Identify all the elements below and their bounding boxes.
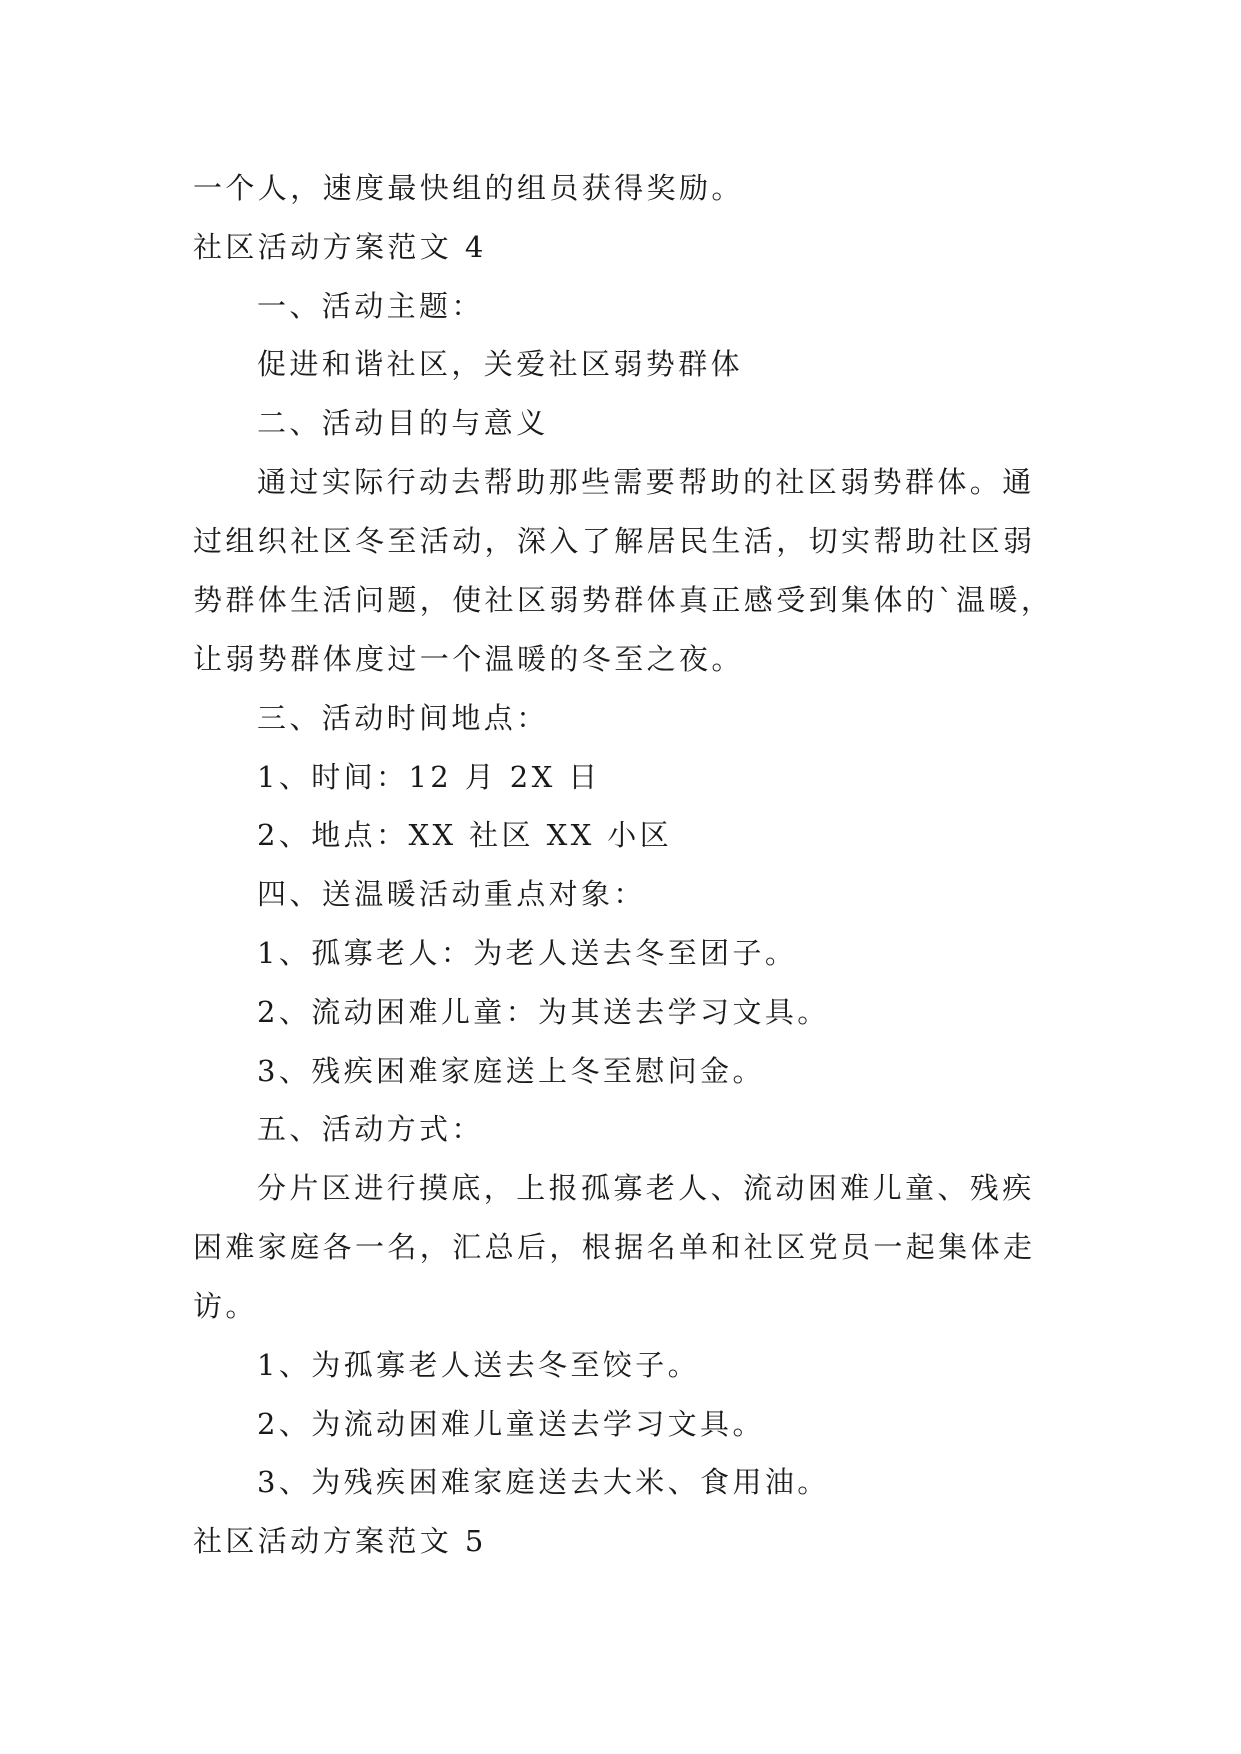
paragraph-line: 通过实际行动去帮助那些需要帮助的社区弱势群体。通: [257, 465, 1035, 499]
section-heading: 社区活动方案范文 5: [193, 1524, 487, 1558]
paragraph-line: 访。: [193, 1289, 258, 1323]
list-item: 1、为孤寡老人送去冬至饺子。: [257, 1348, 701, 1382]
subheading: 二、活动目的与意义: [257, 406, 549, 440]
subheading: 四、送温暖活动重点对象：: [257, 877, 646, 911]
list-item: 3、残疾困难家庭送上冬至慰问金。: [257, 1054, 765, 1088]
subheading: 五、活动方式：: [257, 1112, 484, 1146]
list-item: 2、地点：XX 社区 XX 小区: [257, 818, 673, 852]
paragraph-line: 过组织社区冬至活动，深入了解居民生活，切实帮助社区弱: [193, 524, 1036, 558]
subheading: 三、活动时间地点：: [257, 701, 549, 735]
list-item: 1、孤寡老人：为老人送去冬至团子。: [257, 936, 798, 970]
list-item: 1、时间：12 月 2X 日: [257, 760, 601, 794]
paragraph-line: 困难家庭各一名，汇总后，根据名单和社区党员一起集体走: [193, 1230, 1036, 1264]
paragraph-line: 让弱势群体度过一个温暖的冬至之夜。: [193, 642, 744, 676]
list-item: 2、为流动困难儿童送去学习文具。: [257, 1407, 765, 1441]
list-item: 2、流动困难儿童：为其送去学习文具。: [257, 995, 830, 1029]
paragraph-line: 分片区进行摸底，上报孤寡老人、流动困难儿童、残疾: [257, 1171, 1035, 1205]
subheading: 一、活动主题：: [257, 289, 484, 323]
paragraph-line: 一个人，速度最快组的组员获得奖励。: [193, 171, 744, 205]
paragraph-line: 势群体生活问题，使社区弱势群体真正感受到集体的`温暖，: [193, 583, 1054, 617]
section-heading: 社区活动方案范文 4: [193, 230, 487, 264]
list-item: 3、为残疾困难家庭送去大米、食用油。: [257, 1465, 830, 1499]
paragraph-line: 促进和谐社区，关爱社区弱势群体: [257, 347, 744, 381]
